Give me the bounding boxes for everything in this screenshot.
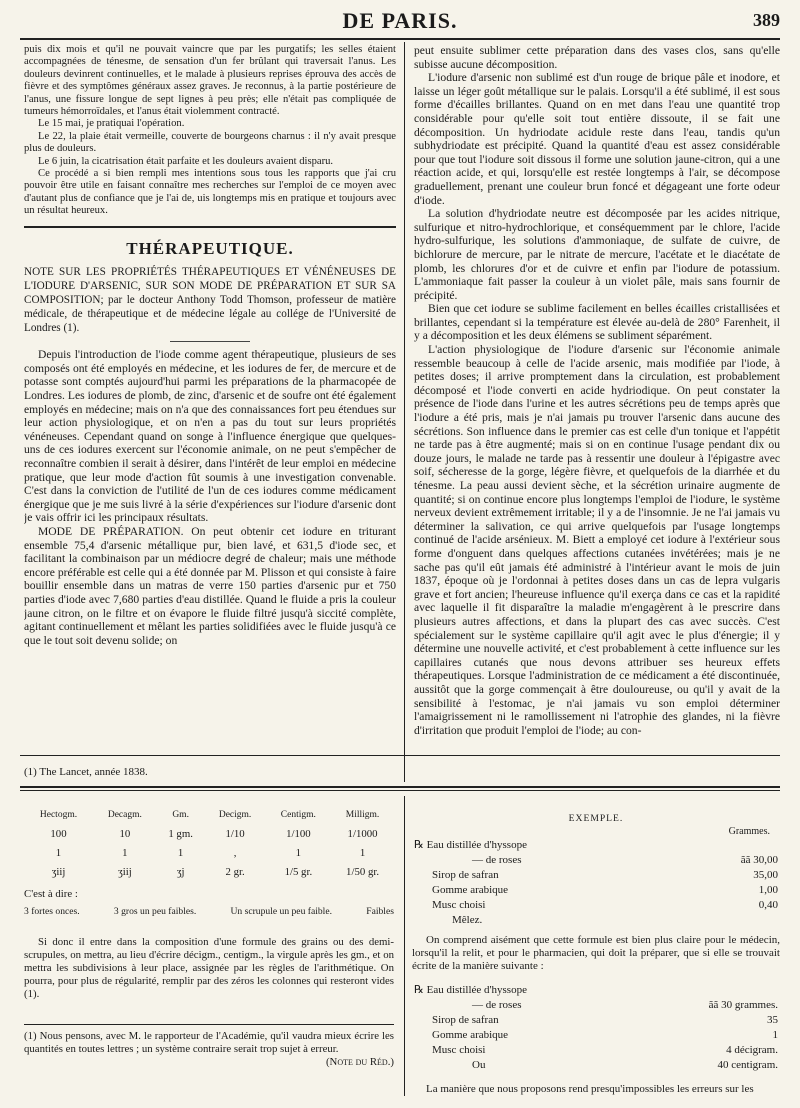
paragraph: Bien que cet iodure se sublime facilement en belles écailles cristallisées et brillantes, cependant si la température est élevée au-delà de 280° Farenheit, il y a décomposition et les deux élémens se subliment séparément.	[414, 302, 780, 343]
paragraph: L'iodure d'arsenic non sublimé est d'un rouge de brique pâle et inodore, et laisse un léger goût métallique sur le palais. Lorsqu'il a été sublimé, il est sous forme d'écailles brillantes. Quand on en met dans l'eau une quantité trop considérable pour qu'elle soit tout entière dissoute, il se fait une décomposition. Un hydriodate acidule reste dans l'eau, tandis qu'un subhydriodate est précipité. Quand la quantité d'eau est assez considérable pour que tout l'iodure soit dissous il forme une solution jaune-citron, qui a une réaction acide, et qui, lorsqu'elle est restée longtemps à l'air, se décompose graduellement, prenant une couleur brun foncé et dégageant une forte odeur d'iode.	[414, 71, 780, 207]
unit-cell: 1/5 gr.	[284, 866, 313, 878]
units-block	[24, 806, 394, 1001]
paragraph: Ce procédé a si bien rempli mes intentions sous tous les rapports que j'ai cru pouvoir être utile en faisant connaître mes recherches sur l'emploi de ce moyen avec d'autant plus de confiance que je l'ai de, uis longtemps mis en pratique et toujours avec un résultat heureux.	[24, 168, 396, 217]
unit-cell: 1	[177, 847, 184, 859]
footnote: (1) The Lancet, année 1838.	[24, 766, 148, 778]
recipe-item: Gomme arabique	[432, 884, 509, 896]
recipe-item: Mêlez.	[452, 914, 483, 926]
cest-a-dire: C'est à dire :	[24, 888, 78, 900]
lower-column-divider	[404, 796, 405, 1096]
recipe-item: — de roses	[472, 999, 522, 1011]
unit-header: Decagm.	[107, 810, 142, 820]
unit-cell: 1	[55, 847, 62, 859]
unit-cell: 1	[359, 847, 366, 859]
footnote	[24, 1030, 394, 1069]
section-rule	[24, 226, 396, 228]
section-title: THÉRAPEUTIQUE.	[126, 238, 294, 258]
recipe-table	[412, 838, 780, 928]
unit-cell: 1/1000	[347, 828, 378, 840]
recipe-item: Musc choisi	[432, 1044, 486, 1056]
recipe-qty: 35,00	[753, 869, 778, 881]
recipe-item: — de roses	[472, 854, 522, 866]
unit-cell: 100	[50, 828, 67, 840]
recipe-item: Musc choisi	[432, 899, 486, 911]
unit-cell: 2 gr.	[225, 866, 245, 878]
unit-cell: 1	[122, 847, 128, 859]
unit-header: Centigm.	[280, 810, 316, 820]
header-rule	[20, 38, 780, 40]
unit-cell: ʒiij	[51, 866, 66, 878]
paragraph: Si donc il entre dans la composition d'une formule des grains ou des demi-scrupules, on mettra, au lieu d'écrire décigm., centigm., la virgule après les gm., et on mettra les subdivisions à leur place, assignée par les règles de l'arithmétique. On pourra, pour plus de régularité, remplir par des zéros les colonnes qui resteront vides (1).	[24, 936, 394, 1000]
title-rule	[170, 341, 250, 342]
footnote-text: (1) Nous pensons, avec M. le rapporteur de l'Académie, qu'il vaudra mieux écrire les quantités en toutes lettres ; un système contraire serait trop sujet à erreur.	[24, 1030, 394, 1055]
running-title: DE PARIS.	[342, 8, 458, 33]
paragraph: On comprend aisément que cette formule est bien plus claire pour le médecin, lorsqu'il la relit, et pour le pharmacien, qui doit la préparer, que si elle se trouvait écrite de la manière suivante :	[412, 934, 780, 972]
case-report	[24, 44, 396, 218]
recipe-item: ℞ Eau distillée d'hyssope	[414, 984, 527, 996]
unit-cell: 1	[295, 847, 302, 859]
recipe-qty: 1,00	[758, 884, 778, 896]
paragraph: Depuis l'introduction de l'iode comme agent thérapeutique, plusieurs de ses composés ont été employés en médecine, et les iodures de fer, de mercure et de potasse sont comptés aujourd'hui parmi les préparations de la pharmacopée de Londres. Les iodures de plomb, de zinc, d'arsenic et de soufre ont été également employés en médecine; mais on n'a que des connaissances fort peu étendues sur leur action physiologique, et on n'en a pas du tout sur leurs propriétés vénéneuses. Cependant quand on songe à l'influence énergique que quelques-uns de ces iodures exercent sur l'économie animale, on ne peut s'empêcher de reconnaître combien il serait à désirer, dans l'intérêt de leur emploi en médecine pratique, que leur mode d'action fût soumis à une investigation convenable. C'est dans la conviction de l'utilité de l'un de ces iodures comme médicament énergique que je me suis livré à la série d'expériences sur l'iodure d'arsenic dont je vais offrir ici les principaux résultats.	[24, 348, 396, 525]
recipe-qty	[666, 983, 780, 998]
paragraph: Le 6 juin, la cicatrisation était parfaite et les douleurs avaient disparu.	[38, 155, 334, 167]
unit-word: Un scrupule un peu faible.	[230, 906, 333, 917]
footnote-rule-lower	[24, 1024, 394, 1025]
example-title: EXEMPLE.	[568, 813, 624, 824]
recipe-qty: 35	[767, 1014, 778, 1026]
example-block	[412, 806, 780, 1096]
lower-section-rule-2	[20, 790, 780, 791]
unit-cell: ʒiij	[117, 866, 132, 878]
unit-cell: 1/100	[286, 828, 311, 840]
paragraph: peut ensuite sublimer cette préparation dans des vases clos, sans qu'elle subisse aucune décomposition.	[414, 44, 780, 71]
recipe-qty: 0,40	[758, 899, 778, 911]
grammes-header: Grammes.	[728, 826, 770, 837]
lower-section-rule	[20, 786, 780, 788]
page-number: 389	[753, 10, 780, 30]
recipe-item: Sirop de safran	[432, 869, 499, 881]
unit-header: Decigm.	[218, 810, 252, 820]
recipe-qty: ãã 30,00	[740, 854, 778, 866]
recipe-item: Sirop de safran	[432, 1014, 499, 1026]
paragraph: MODE DE PRÉPARATION. On peut obtenir cet iodure en triturant ensemble 75,4 d'arsenic métallique pur, bien lavé, et 631,5 d'iode sec, et facilitant la combinaison par un médiocre degré de chaleur; mais une méthode encore préférable est celle qui a été donnée par M. Plisson et qui consiste à faire bouillir ensemble dans un matras de verre 150 parties d'arsenic pur et 750 parties d'iode avec 7,680 parties d'eau distillée. Quand le fluide a pris la couleur jaune citron, on le filtre et on évapore le fluide filtré jusqu'à siccité complète, agitant continuellement et mêlant les parties solidifiées avec le fluide jusqu'à ce que le tout soit devenu solide; on	[24, 525, 396, 647]
page-header	[20, 8, 780, 38]
left-column	[24, 44, 396, 764]
article-title: NOTE SUR LES PROPRIÉTÉS THÉRAPEUTIQUES ET VÉNÉNEUSES DE L'IODURE D'ARSENIC, SUR SON MODE DE PRÉPARATION ET SUR SA COMPOSITION; par le docteur Anthony Todd Thomson, professeur de matière médicale, de thérapeutique et de médecine légale au collége de l'Université de Londres (1).	[24, 266, 396, 335]
unit-word: 3 gros un peu faibles.	[113, 906, 197, 917]
unit-cell: 1 gm.	[168, 828, 193, 840]
recipe-item: ℞ Eau distillée d'hyssope	[414, 839, 527, 851]
paragraph: L'action physiologique de l'iodure d'arsenic sur l'économie animale ressemble beaucoup à celle de l'acide arsenic, mais modifiée par l'iode, à petites doses; il arrive promptement dans la circulation, est probablement décomposé et l'iode converti en acide hydriodique. On peut constater la présence de l'iode dans l'urine et les autres sécrétions peu de temps après que l'iodure a été pris, mais je n'ai jamais pu trouver l'arsenic dans aucune des sécrétions. Son influence dans le premier cas est celle d'un tonique et l'appétit ne tarde pas à être augmenté; mais si on en continue l'usage pendant dix ou douze jours, le malade ne tarde pas à ressentir une douleur à l'épigastre avec soif, sécheresse de la gorge, légère fièvre, et quelquefois de la diarrhée et du ténesme. La peau aussi devient sèche, et la sécrétion urinaire augmente de quantité; si on continue encore plus longtemps l'emploi de l'iodure, le système nerveux devient extrêmement irritable; il y a de l'insomnie. Je ne l'ai jamais vu déterminer la salivation, ce qui arrive quelquefois par l'usage longtemps continué de l'acide arsénieux. M. Biett a employé cet iodure à l'extérieur sous forme d'onguent dans quelques affections cutanées invétérées; mais je ne sache pas qu'il eût jamais été administré à l'intérieur avant le mois de juin 1837, époque où je l'ordonnai à petites doses dans un cas de lepra vulgaris grave et fort ancien; l'heureuse influence qu'il exerça dans ce cas et la rapidité avec laquelle il fit disparaître la maladie m'engagèrent à le prescrire dans plusieurs autres affections, et dans la plupart des cas avec succès. C'est spécialement sur le système capillaire qu'il agit avec le plus d'énergie; il y détermine une nouvelle activité, et c'est probablement à cette influence sur les capillaires cutanés que nous devons attribuer ses heureux effets thérapeutiques. Lorsque l'administration de ce médicament a été discontinuée, aussitôt que la gorge commençait à être douloureuse, ou qu'il y avait de la sensibilité à l'estomac, je n'ai jamais vu son emploi déterminer l'amaigrissement ni le ramollissement ni l'atrophie des glandes, ni la fièvre d'irritation que produit l'emploi de l'iode; au con-	[414, 343, 780, 737]
right-column	[414, 44, 780, 780]
paragraph: La solution d'hydriodate neutre est décomposée par les acides nitrique, sulfurique et nitro-hydrochlorique, et conséquemment par le chlore, l'acide hydro-sulfurique, les solutions d'ammoniaque, de sulfate de cuivre, de bichlorure de mercure, par le nitrate de mercure, l'acétate et le diacétate de plomb, les chlorures d'or et de cuivre et enfin par l'iodure de potassium. L'ammoniaque fait passer la couleur à un violet pâle, mais sans fournir de précipité.	[414, 207, 780, 302]
recipe-qty	[686, 913, 780, 928]
recipe-item: Gomme arabique	[432, 1029, 509, 1041]
unit-cell: ,	[233, 847, 237, 859]
paragraph: Le 22, la plaie était vermeille, couverte de bourgeons charnus : il n'y avait presque plus de douleurs.	[24, 130, 396, 155]
paragraph: puis dix mois et qu'il ne pouvait vaincre que par les purgatifs; les selles étaient accompagnées de ténesme, de sensation d'un fer brûlant qui traversait l'anus. Les douleurs devinrent continuelles, et le malade à plusieurs reprises éprouva des accès de fièvre et des symptômes généraux assez graves. Je reconnus, à la partie postérieure de l'anus, une fissure longue de sept lignes à peu près; elle n'était pas compliquée de tumeurs hémorroïdales, et l'anus était violemment contracté.	[24, 44, 396, 118]
footnote-rule	[20, 755, 780, 756]
column-divider	[404, 42, 405, 782]
units-table	[24, 806, 394, 882]
footnote-signature: (Note du Réd.)	[325, 1056, 394, 1068]
unit-cell: 1/10	[225, 828, 245, 840]
recipe-item: Ou	[472, 1059, 486, 1071]
recipe-qty: 4 décigram.	[726, 1044, 778, 1056]
recipe-qty: ãã 30 grammes.	[708, 999, 778, 1011]
unit-cell: 10	[119, 828, 131, 840]
paragraph: La manière que nous proposons rend presqu'impossibles les erreurs sur les	[426, 1083, 754, 1095]
unit-header: Milligm.	[345, 810, 380, 820]
unit-cell: 1/50 gr.	[346, 866, 380, 878]
recipe-table-2	[412, 983, 780, 1073]
unit-word: Faibles	[366, 906, 394, 917]
unit-header: Hectogm.	[39, 810, 78, 820]
unit-word: 3 fortes onces.	[24, 906, 80, 917]
recipe-qty	[686, 838, 780, 853]
recipe-qty: 40 centigram.	[717, 1059, 778, 1071]
unit-words	[24, 905, 394, 918]
paragraph: Le 15 mai, je pratiquai l'opération.	[38, 118, 185, 130]
unit-header: Gm.	[172, 810, 189, 820]
unit-cell: ʒj	[176, 866, 185, 878]
recipe-qty: 1	[772, 1029, 778, 1041]
